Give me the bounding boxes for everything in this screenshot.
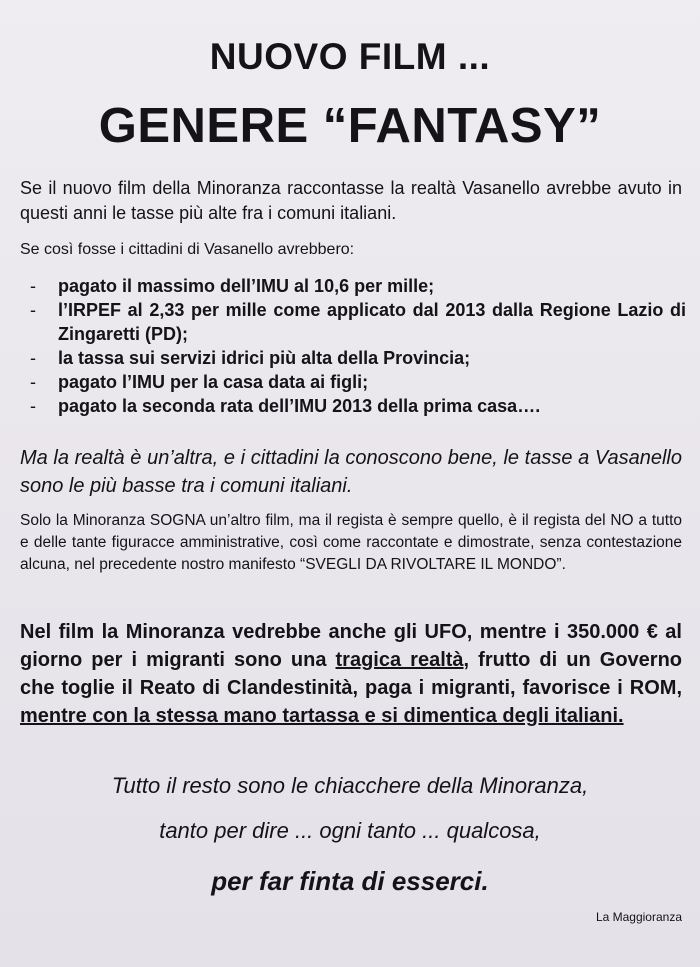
list-item-text: l’IRPEF al 2,33 per mille come applicato dal 2013 dalla Regione Lazio di Zingaretti (PD); [58, 300, 686, 344]
ufo-text-2: , frutto di un Governo che toglie il Reato di Clandestinità, paga i migranti, favorisce i ROM, [20, 649, 683, 699]
list-item-text: pagato l’IMU per la casa data ai figli; [58, 372, 369, 392]
closing-line-2: tanto per dire ... ogni tanto ... qualcosa, [159, 818, 541, 843]
list-item [30, 274, 686, 298]
title-line-1: NUOVO FILM ... [209, 36, 491, 77]
ufo-text-1: Nel film la Minoranza vedrebbe anche gli UFO, mentre i 350.000 € al giorno per i migranti sono una [20, 621, 682, 671]
ufo-underline-1: tragica realtà [335, 649, 464, 671]
list-item [30, 394, 686, 418]
lead-paragraph: Se così fosse i cittadini di Vasanello avrebbero: [20, 241, 355, 258]
minority-dream-paragraph: Solo la Minoranza SOGNA un’altro film, ma il regista è sempre quello, è il regista del NO a tutto e delle tante figuracce amministrative, così come raccontate e dimostrate, senza contestazione alcuna, nel precedente nostro manifesto “SVEGLI DA RIVOLTARE IL MONDO”. [20, 512, 682, 573]
dash-bullet-icon: - [30, 300, 36, 320]
ufo-paragraph [20, 618, 682, 730]
title-line-2: GENERE “FANTASY” [98, 99, 602, 153]
signature: La Maggioranza [595, 910, 682, 924]
list-item-text: pagato la seconda rata dell’IMU 2013 della prima casa…. [58, 396, 541, 416]
reality-paragraph: Ma la realtà è un’altra, e i cittadini la conoscono bene, le tasse a Vasanello sono le più basse tra i comuni italiani. [20, 447, 682, 497]
list-item [30, 346, 686, 370]
closing-line-3: per far finta di esserci. [211, 866, 489, 896]
dash-bullet-icon: - [30, 396, 36, 416]
tax-list [30, 274, 686, 418]
dash-bullet-icon: - [30, 372, 36, 392]
list-item [30, 370, 686, 394]
list-item-text: la tassa sui servizi idrici più alta della Provincia; [58, 348, 471, 368]
list-item-text: pagato il massimo dell’IMU al 10,6 per mille; [58, 276, 435, 296]
ufo-underline-2: mentre con la stessa mano tartassa e si dimentica degli italiani. [20, 705, 624, 727]
intro-paragraph: Se il nuovo film della Minoranza raccontasse la realtà Vasanello avrebbe avuto in questi anni le tasse più alte fra i comuni italiani. [20, 178, 682, 223]
closing-line-1: Tutto il resto sono le chiacchere della Minoranza, [111, 773, 589, 798]
dash-bullet-icon: - [30, 276, 36, 296]
list-item [30, 298, 686, 346]
dash-bullet-icon: - [30, 348, 36, 368]
